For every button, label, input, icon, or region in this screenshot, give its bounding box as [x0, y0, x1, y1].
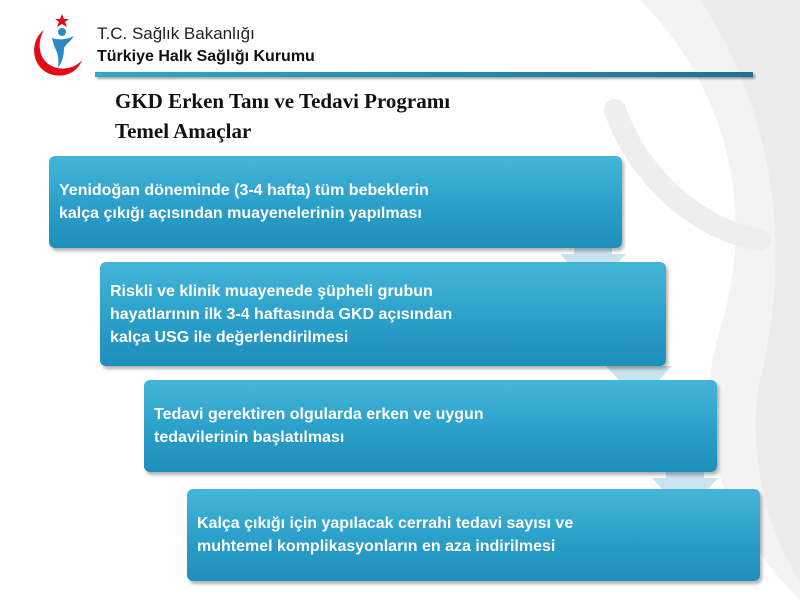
- ministry-name: T.C. Sağlık Bakanlığı: [97, 24, 255, 43]
- header-divider: [95, 72, 753, 77]
- step-box-3: [144, 380, 717, 472]
- slide-title: [115, 86, 450, 146]
- title-line-1: GKD Erken Tanı ve Tedavi Programı: [115, 89, 451, 113]
- step-text-4: Kalça çıkığı için yapılacak cerrahi tedavi sayısı ve muhtemel komplikasyonların en aza indirilmesi: [197, 515, 574, 555]
- title-line-2: Temel Amaçlar: [115, 119, 252, 143]
- step-box-2: [100, 262, 666, 366]
- step-box-4: [187, 489, 760, 581]
- step-text-2: Riskli ve klinik muayenede şüpheli grubun hayatlarının ilk 3-4 haftasında GKD açısından kalça USG ile değerlendirilmesi: [110, 282, 453, 346]
- step-text-3: Tedavi gerektiren olgularda erken ve uygun tedavilerinin başlatılması: [154, 406, 484, 446]
- step-box-1: [49, 156, 622, 248]
- ministry-logo-icon: [26, 12, 88, 82]
- step-text-1: Yenidoğan döneminde (3-4 hafta) tüm bebeklerin kalça çıkığı açısından muayenelerinin yapılması: [59, 182, 429, 222]
- institution-name: Türkiye Halk Sağlığı Kurumu: [97, 48, 315, 65]
